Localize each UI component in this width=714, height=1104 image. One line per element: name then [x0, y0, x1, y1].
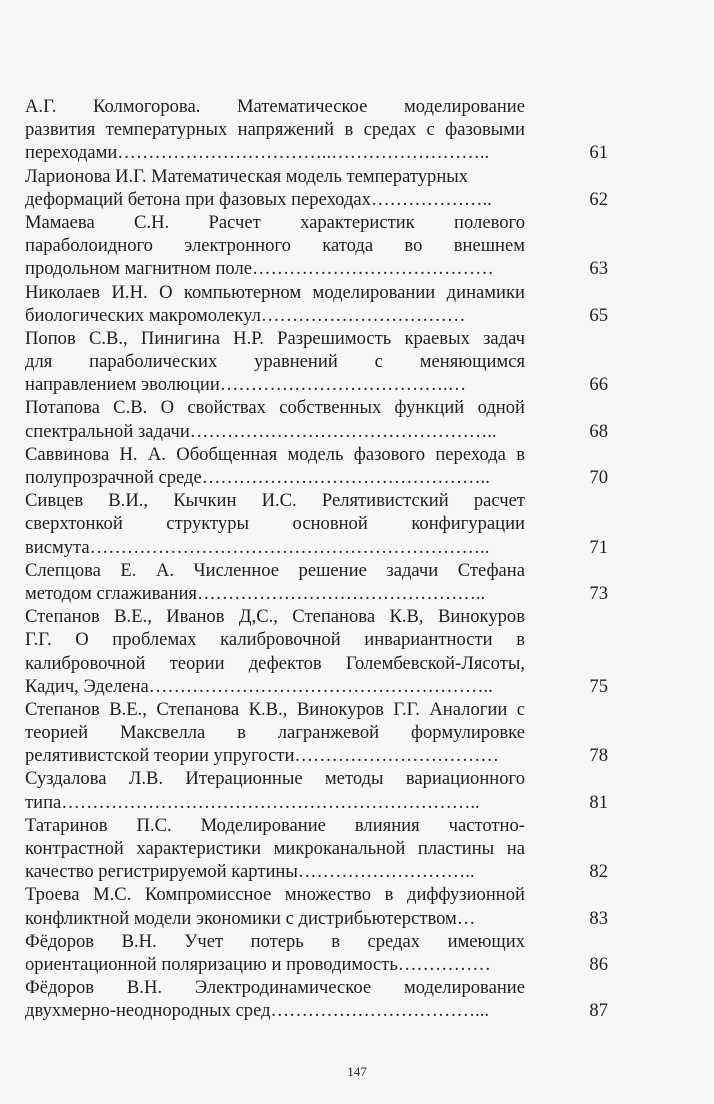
toc-entry-last-line: полупрозрачной среде………………………………………..	[25, 467, 490, 488]
toc-entry	[25, 443, 608, 489]
toc-page-number: 87	[589, 1000, 608, 1022]
toc-entry-line: контрастной характеристики микроканальной пластины на	[25, 838, 525, 859]
toc-entry	[25, 814, 608, 884]
toc-page-number: 83	[589, 907, 608, 929]
toc-entry-last-line: двухмерно-неоднородных сред……………………………...	[25, 1000, 490, 1022]
toc-entry	[25, 281, 608, 327]
toc-entry-line: Г.Г. О проблемах калибровочной инвариантности в	[25, 629, 525, 651]
toc-entry-line: Слепцова Е. А. Численное решение задачи Стефана	[25, 559, 525, 581]
toc-entry	[25, 327, 608, 397]
toc-entry-line: развития температурных напряжений в средах с фазовыми	[25, 119, 525, 141]
toc-entry-last-line: направлением эволюции……………………………….…	[25, 374, 467, 396]
toc-entry	[25, 165, 608, 211]
toc-entry	[25, 489, 608, 559]
toc-entry-last-line: переходами……………………………..……………………..	[25, 142, 490, 164]
toc-page-number: 63	[589, 258, 608, 280]
toc-page-number: 66	[589, 374, 608, 396]
toc-entry	[25, 211, 608, 281]
toc-entry	[25, 976, 608, 1022]
toc-page-number: 75	[589, 675, 608, 697]
toc-page-number: 68	[589, 420, 608, 442]
toc-page-number: 70	[589, 466, 608, 488]
toc-entry-line: Николаев И.Н. О компьютерном моделировании динамики	[25, 281, 525, 303]
toc-entry-last-line: типа…………………………………………………………..	[25, 791, 480, 813]
toc-entry-line: Потапова С.В. О свойствах собственных функций одной	[25, 397, 525, 419]
toc-page-number: 78	[589, 745, 608, 767]
toc-entry-line: Фёдоров В.Н. Электродинамическое моделирование	[25, 977, 525, 999]
toc-entry-last-line: качество регистрируемой картины………………………..	[25, 861, 475, 883]
toc-page-number: 86	[589, 953, 608, 975]
toc-entry-line: Суздалова Л.В. Итерационные методы вариационного	[25, 768, 525, 790]
toc-page-number: 62	[589, 188, 608, 210]
toc-entry-line: Степанов В.Е., Степанова К.В., Винокуров Г.Г. Аналогии с	[25, 698, 525, 720]
toc-entry-line: Татаринов П.С. Моделирование влияния частотно-	[25, 814, 525, 836]
toc-entry-line: Фёдоров В.Н. Учет потерь в средах имеющих	[25, 930, 525, 952]
page-number: 147	[347, 1064, 367, 1079]
toc-entry-last-line: продольном магнитном поле…………………………………	[25, 258, 494, 280]
toc-entry-last-line: Кадич, Эделена………………………………………………..	[25, 675, 493, 697]
toc-page-number: 61	[589, 142, 608, 164]
toc-entry-last-line: деформаций бетона при фазовых переходах………………..	[25, 188, 492, 210]
table-of-contents	[25, 95, 608, 1023]
toc-page-number: 73	[589, 582, 608, 604]
toc-entry-last-line: висмута………………………………………………………..	[25, 536, 490, 558]
toc-page-number: 65	[589, 304, 608, 326]
toc-entry	[25, 767, 608, 813]
toc-entry	[25, 605, 608, 698]
toc-entry-last-line: релятивистской теории упругости……………………………	[25, 745, 499, 767]
toc-entry-line: Саввинова Н. А. Обобщенная модель фазового перехода в	[25, 443, 525, 465]
toc-entry-line: для параболических уравнений с меняющимся	[25, 351, 525, 373]
toc-entry-line: теорией Максвелла в лагранжевой формулировке	[25, 722, 525, 744]
toc-page-number: 71	[589, 536, 608, 558]
toc-entry-line: Ларионова И.Г. Математическая модель температурных	[25, 165, 469, 187]
toc-entry-line: сверхтонкой структуры основной конфигурации	[25, 513, 525, 535]
toc-entry-line: калибровочной теории дефектов Голембевской-Лясоты,	[25, 652, 525, 674]
toc-entry-line: Степанов В.Е., Иванов Д,С., Степанова К.В, Винокуров	[25, 606, 525, 628]
toc-entry	[25, 930, 608, 976]
toc-entry-last-line: биологических макромолекул……………………………	[25, 304, 466, 326]
toc-entry-line: Попов С.В., Пинигина Н.Р. Разрешимость краевых задач	[25, 327, 525, 349]
toc-entry-line: А.Г. Колмогорова. Математическое моделирование	[25, 96, 525, 117]
toc-entry-line: Сивцев В.И., Кычкин И.С. Релятивистский расчет	[25, 490, 525, 512]
toc-entry-last-line: спектральной задачи…………………………………………..	[25, 420, 497, 442]
toc-entry	[25, 396, 608, 442]
toc-entry-last-line: методом сглаживания………………………………………..	[25, 582, 486, 604]
toc-entry-line: Мамаева С.Н. Расчет характеристик полевого	[25, 211, 525, 233]
toc-entry-last-line: ориентационной поляризацию и проводимость……………	[25, 953, 491, 975]
toc-entry	[25, 95, 608, 165]
toc-page-number: 81	[589, 791, 608, 813]
toc-page-number: 82	[589, 861, 608, 883]
toc-entry	[25, 559, 608, 605]
toc-entry	[25, 698, 608, 768]
toc-entry	[25, 883, 608, 929]
toc-entry-line: Троева М.С. Компромиссное множество в диффузионной	[25, 884, 525, 906]
toc-entry-last-line: конфликтной модели экономики с дистрибьютерством…	[25, 907, 476, 929]
toc-entry-line: параболоидного электронного катода во внешнем	[25, 235, 525, 257]
